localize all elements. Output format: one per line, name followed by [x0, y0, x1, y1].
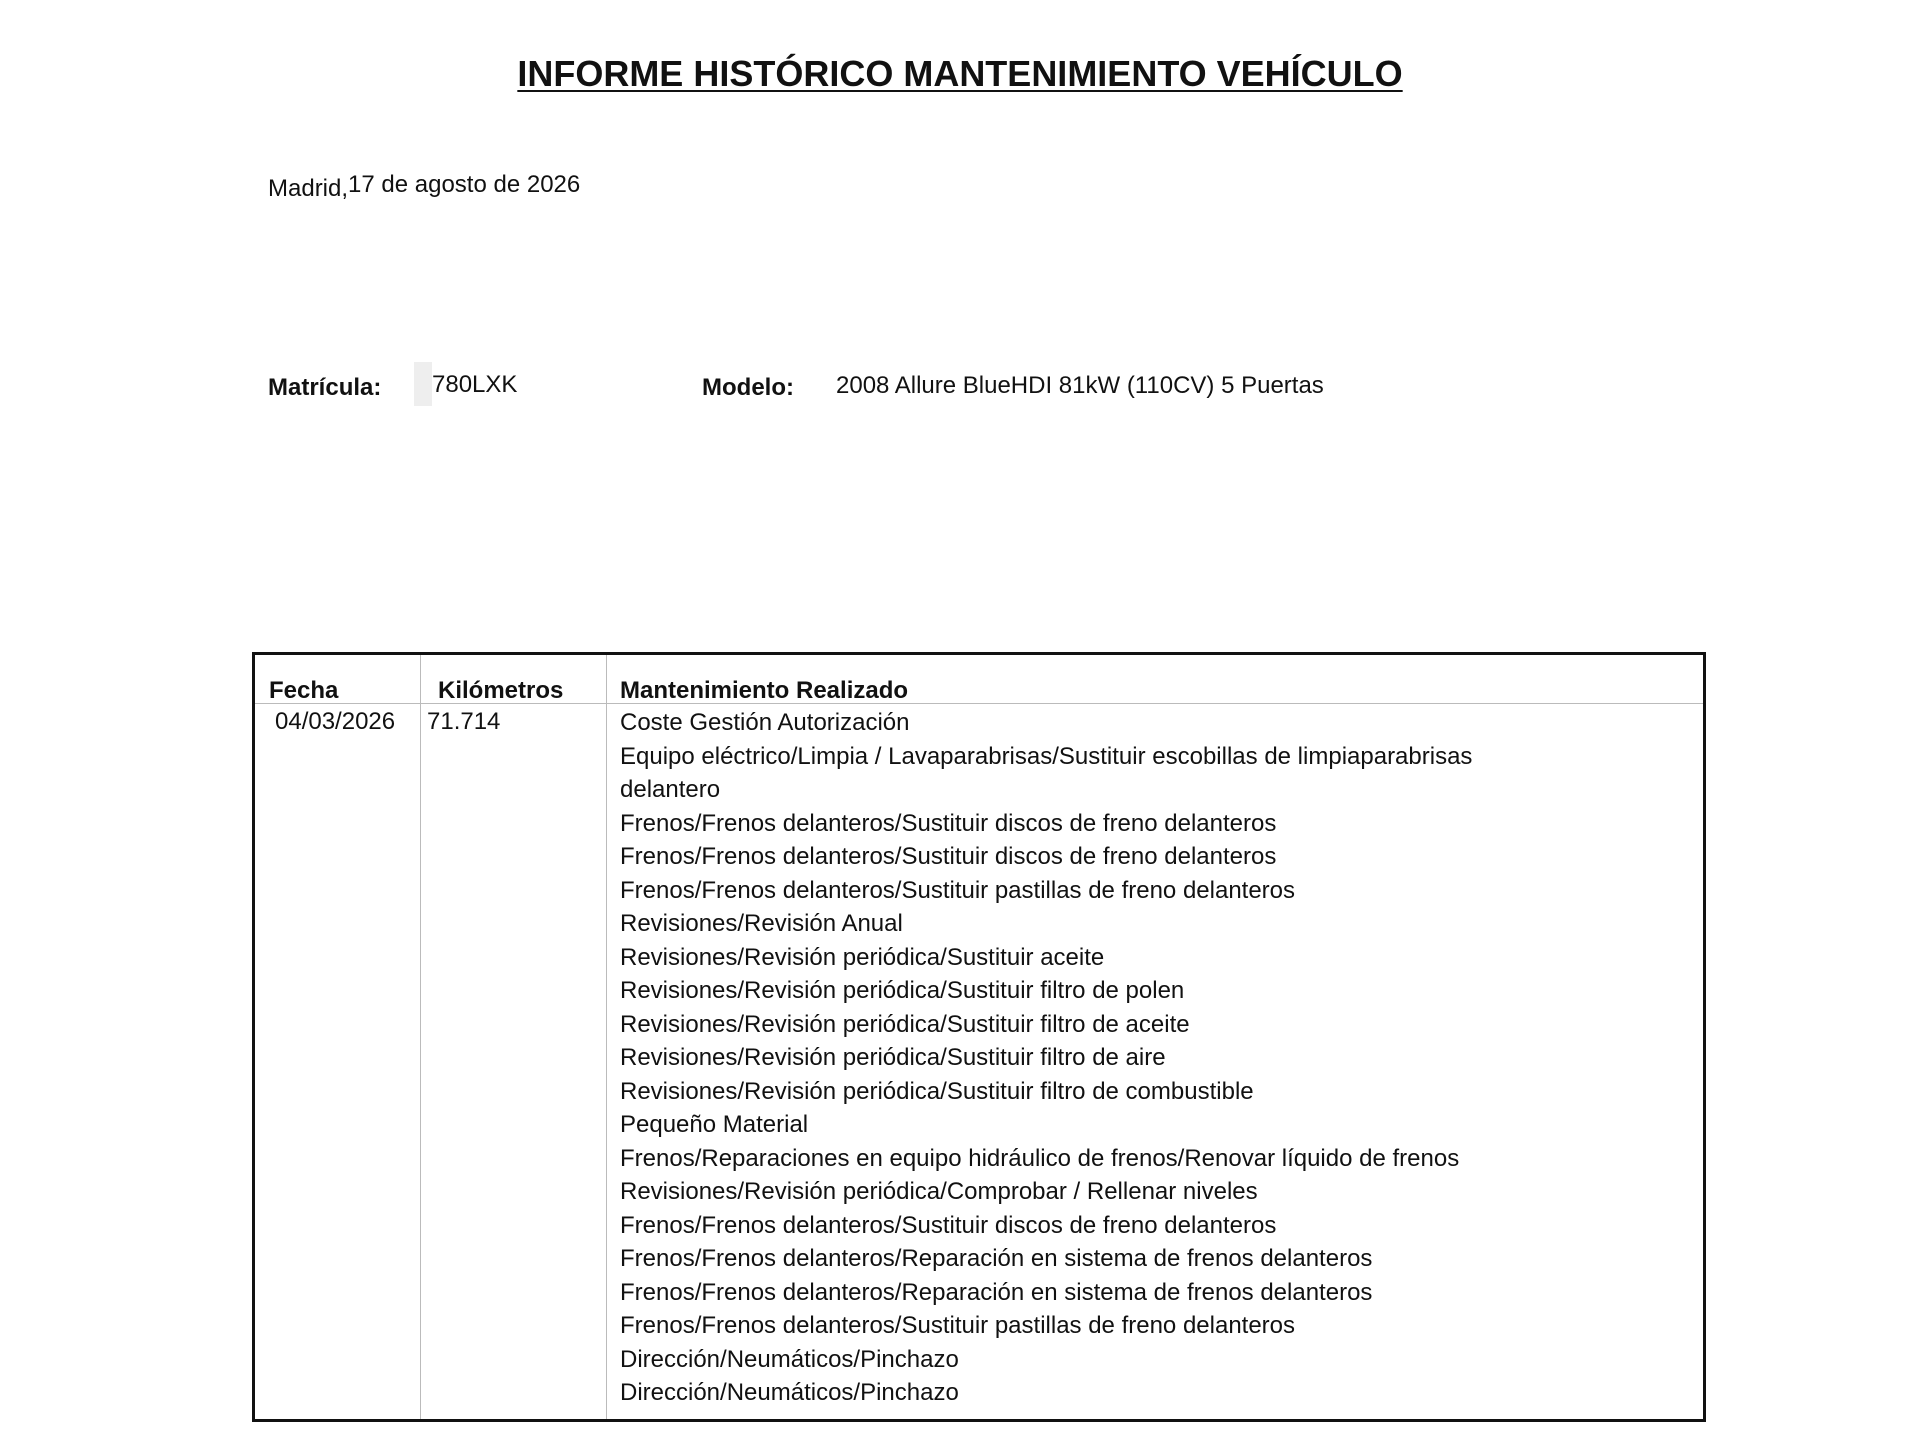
- plate-label: Matrícula:: [268, 374, 382, 401]
- column-divider: [606, 655, 607, 1419]
- maintenance-item: Frenos/Frenos delanteros/Sustituir pastillas de freno delanteros: [620, 1312, 1296, 1339]
- maintenance-item: Revisiones/Revisión periódica/Comprobar / Rellenar niveles: [620, 1178, 1258, 1205]
- place-date: [268, 170, 580, 200]
- maintenance-item: Revisiones/Revisión periódica/Sustituir aceite: [620, 943, 1105, 971]
- report-date: 17 de agosto de 2026: [348, 171, 581, 198]
- report-title-text: INFORME HISTÓRICO MANTENIMIENTO VEHÍCULO: [517, 53, 1403, 94]
- plate-value: 780LXK: [432, 371, 518, 398]
- header-km: Kilómetros: [438, 677, 564, 704]
- redaction-mark: [414, 362, 432, 406]
- maintenance-item: delantero: [620, 776, 721, 803]
- maintenance-item: Equipo eléctrico/Limpia / Lavaparabrisas/Sustituir escobillas de limpiaparabrisas: [620, 742, 1473, 770]
- row-date: 04/03/2026: [275, 708, 396, 735]
- maintenance-item: Frenos/Frenos delanteros/Sustituir discos de freno delanteros: [620, 809, 1277, 837]
- maintenance-table: [252, 652, 1706, 1422]
- maintenance-item: Revisiones/Revisión Anual: [620, 910, 903, 937]
- report-title: [0, 52, 1920, 96]
- model-value: 2008 Allure BlueHDI 81kW (110CV) 5 Puertas: [836, 372, 1324, 399]
- maintenance-item: Dirección/Neumáticos/Pinchazo: [620, 1345, 959, 1373]
- maintenance-item: Revisiones/Revisión periódica/Sustituir filtro de combustible: [620, 1077, 1254, 1105]
- header-date: Fecha: [269, 677, 339, 704]
- header-maintenance: Mantenimiento Realizado: [620, 677, 909, 704]
- model-label: Modelo:: [702, 374, 794, 401]
- maintenance-item: Frenos/Frenos delanteros/Reparación en sistema de frenos delanteros: [620, 1278, 1373, 1306]
- maintenance-item: Revisiones/Revisión periódica/Sustituir filtro de aire: [620, 1044, 1166, 1071]
- maintenance-item: Dirección/Neumáticos/Pinchazo: [620, 1379, 959, 1406]
- maintenance-item: Revisiones/Revisión periódica/Sustituir filtro de aceite: [620, 1010, 1190, 1038]
- maintenance-item: Frenos/Reparaciones en equipo hidráulico de frenos/Renovar líquido de frenos: [620, 1144, 1460, 1172]
- maintenance-list: [620, 706, 1472, 1410]
- maintenance-item: Revisiones/Revisión periódica/Sustituir filtro de polen: [620, 977, 1185, 1004]
- city: Madrid,: [268, 175, 349, 202]
- maintenance-item: Frenos/Frenos delanteros/Sustituir discos de freno delanteros: [620, 1211, 1277, 1239]
- maintenance-item: Pequeño Material: [620, 1111, 809, 1138]
- row-km: 71.714: [427, 708, 501, 735]
- maintenance-item: Coste Gestión Autorización: [620, 709, 910, 736]
- column-divider: [420, 655, 421, 1419]
- maintenance-item: Frenos/Frenos delanteros/Sustituir pastillas de freno delanteros: [620, 876, 1296, 904]
- maintenance-item: Frenos/Frenos delanteros/Sustituir discos de freno delanteros: [620, 843, 1277, 870]
- maintenance-item: Frenos/Frenos delanteros/Reparación en sistema de frenos delanteros: [620, 1245, 1373, 1272]
